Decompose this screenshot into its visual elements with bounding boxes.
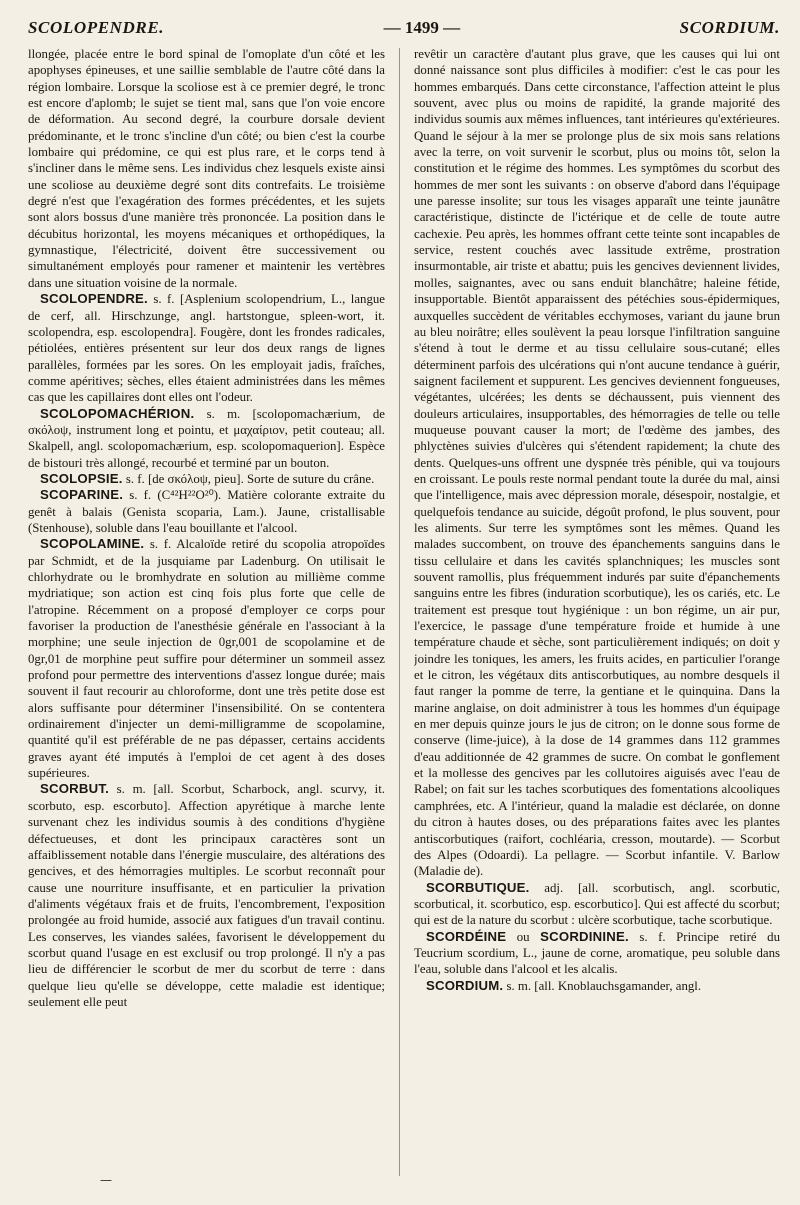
headword-conjunction: ou	[506, 929, 541, 944]
headword-scordium: SCORDIUM.	[426, 977, 504, 993]
entry-scordium	[414, 978, 780, 994]
running-head-right: SCORDIUM.	[679, 18, 780, 37]
footer-mark: —	[100, 1173, 112, 1187]
headword-scolopendre: SCOLOPENDRE.	[40, 291, 148, 307]
headword-scorbut: SCORBUT.	[40, 781, 110, 797]
entry-scoparine	[28, 487, 385, 536]
column-divider	[399, 48, 400, 1176]
headword-scordeine: SCORDÉINE	[426, 928, 507, 944]
headword-scorbutique: SCORBUTIQUE.	[426, 879, 530, 895]
headword-scolopomacherion: SCOLOPOMACHÉRION.	[40, 405, 195, 421]
scorbut-continuation: revêtir un caractère d'autant plus grave, que les causes qui lui ont donné naissance sont plus difficiles à modifier: c'est le cas pour les hommes embarqués. Dans cette circonstance, l'affection atteint le plus souvent, avec plus ou moins de rapidité, la grande majorité des individus soumis aux mêmes influences, tant intérieures qu'extérieures. Quand le séjour à la mer se prolonge plus de six mois sans relations avec la terre, on voit survenir le scorbut, plus ou moins tôt, selon la constitution et le régime des hommes. Les symptômes du scorbut des hommes de mer sont les suivants : on observe d'abord dans l'équipage une paresse insolite; sur tous les visages apparaît une teinte jaunâtre caractéristique, distincte de l'ictérique et de celle de toute autre cachexie. Peu après, les hommes offrant cette teinte sont incapables de service, restent couchés avec lassitude extrême, prostration insurmontable, air triste et abattu; puis les gencives deviennent livides, molles, saignantes, avec ou sans enduit blanchâtre; haleine fétide, insupportable. Bientôt apparaissent des pétéchies sous-épidermiques, auxquelles succèdent de véritables ecchymoses, variant du jaune brun au bleu noirâtre; elles soulèvent la peau lorsque l'infiltration sanguine s'étend à tout le derme et au tissu cellulaire sous-cutané; elles déterminent parfois des ulcérations qui n'ont aucune tendance à guérir, saignent facilement et suppurent. Les gencives deviennent fongueuses, végétantes, ulcérées; les dents se déchaussent, puis viennent des douleurs articulaires, insupportables, des hémorragies de telle ou telle muqueuse pouvant causer la mort; de l'œdème des jambes, des phlyctènes suivies d'ulcères qui s'étendent rapidement; la chute des dents. Quelques-uns offrent une dyspnée très pénible, qui va toujours en croissant. Le pouls reste normal pendant toute la durée du mal, ainsi que l'intelligence, mais avec dépression morale, désespoir, nostalgie, et quelquefois tendance au suicide, dégoût profond, le plus souvent, pour les aliments. Sur terre les symptômes sont les mêmes. Quand les malades succombent, on trouve des épanchements sanguins dans le tissu cellulaire et dans les cavités splanchniques; les muscles sont souvent ramollis, plus fréquemment indurés par suite d'épanchements sanguins entre les fibres (induration scorbutique), les os cariés, etc. Le traitement est presque tout hygiénique : un bon régime, un air pur, l'exercice, le passage d'une température froide et humide à une température chaude et sèche, sont particulièrement indiqués; on doit y joindre les toniques, les amers, les fruits acides, en particulier l'orange et le citron, les végétaux dits antiscorbutiques, au nombre desquels il faut ranger la pomme de terre, la gentiane et le quinquina. Dans la marine anglaise, on doit administrer à tous les hommes d'un équipage en mer depuis quinze jours le jus de citron; on le donne sous forme de conserve (lime-juice), à la dose de 14 grammes dans 112 grammes d'eau additionnée de 42 grammes de sucre. On combat le gonflement et la mollesse des gencives par les collutoires aiguisés avec l'eau de Rabel; on fait sur les taches scorbutiques des fomentations alcooliques camphrées, etc. A l'intérieur, quand la maladie est déclarée, on donne du citron à hautes doses, ou des préparations faites avec les plantes antiscorbutiques (raifort, cochléaria, cresson, moutarde). — Scorbut des Alpes (Odoardi). La pellagre. — Scorbut infantile. V. Barlow (Maladie de).	[414, 47, 780, 879]
right-column	[414, 46, 780, 1176]
definition-scolopomacherion: s. m. [scolopomachærium, de σκόλοψ, instrument long et pointu, et μαχαίριον, petit couteau; all. Skalpell, angl. scolopomachærium, esp. scolopomaquerion]. Espèce de bistouri très allongé, recourbé et terminé par un bouton.	[28, 406, 385, 470]
definition-scolopsie: s. f. [de σκόλοψ, pieu]. Sorte de suture du crâne.	[122, 471, 375, 486]
left-column	[28, 46, 385, 1176]
headword-scordinine: SCORDININE.	[540, 928, 629, 944]
page-number: — 1499 —	[383, 18, 461, 37]
two-column-body	[28, 46, 780, 1176]
entry-scordeine	[414, 929, 780, 978]
entry-scolopsie	[28, 471, 385, 487]
entry-scolopomacherion	[28, 406, 385, 471]
entry-scorbut	[28, 781, 385, 1010]
definition-scordeine: s. f. Principe retiré du Teucrium scordium, L., jaune de corne, aromatique, peu soluble dans l'eau, soluble dans l'alcool et les alcalis.	[414, 929, 780, 977]
headword-scoparine: SCOPARINE.	[40, 487, 124, 503]
running-head	[28, 0, 780, 46]
entry-scopolamine	[28, 536, 385, 781]
running-head-left: SCOLOPENDRE.	[28, 18, 165, 37]
headword-scolopsie: SCOLOPSIE.	[40, 470, 123, 486]
definition-scoparine: s. f. (C⁴²H²²O²⁰). Matière colorante extraite du genêt à balais (Genista scoparia, Lam.). Jaune, cristallisable (Stenhouse), soluble dans l'eau bouillante et l'alcool.	[28, 488, 385, 535]
scoliose-continuation: llongée, placée entre le bord spinal de l'omoplate d'un côté et les apophyses épineuses, et une saillie semblable de l'autre côté dans la région lombaire. Lorsque la scoliose est à ce premier degré, le tronc est encore d'aplomb; le sujet se tient mal, sans que l'on voie encore de déformation. Au second degré, la courbure dorsale devient prédominante, et le tronc s'incline d'un côté; ou bien c'est la courbe lombaire qui prédomine, ce qui est plus rare, et le corps tend à s'incliner dans le même sens. Les individus chez lesquels existe ainsi une scoliose au deuxième degré sont dits contrefaits. Le troisième degré n'est que l'exagération des formes précédentes, et les sujets sont alors bossus d'une manière très prononcée. La position dans le décubitus horizontal, les moyens mécaniques et orthopédiques, la gymnastique, l'électricité, doivent être successivement ou simultanément employés pour ramener et maintenir les vertèbres dans une situation voisine de la normale.	[28, 47, 385, 290]
entry-scorbutique	[414, 880, 780, 929]
headword-scopolamine: SCOPOLAMINE.	[40, 536, 145, 552]
entry-scolopendre	[28, 291, 385, 405]
definition-scolopendre: s. f. [Asplenium scolopendrium, L., langue de cerf, all. Hirschzunge, angl. hartstongue, spleen-wort, it. scolopendra, esp. escolopendra]. Fougère, dont les frondes radicales, pétiolées, entières présentent sur leur dos deux rangs de lignes parallèles, formées par les sores. On les employait jadis, fraîches, comme apéritives; sèches, elles étaient administrées dans les mêmes cas que les capillaires dont elles ont l'odeur.	[28, 292, 385, 405]
definition-scorbutique: adj. [all. scorbutisch, angl. scorbutic, scorbutical, it. scorbutico, esp. escorbutico]. Qui est affecté du scorbut; qui est de la nature du scorbut : ulcère scorbutique, tache scorbutique.	[414, 880, 780, 928]
definition-scorbut: s. m. [all. Scorbut, Scharbock, angl. scurvy, it. scorbuto, esp. escorbuto]. Affection apyrétique à marche lente survenant chez les individus soumis à des conditions d'hygiène défectueuses, et dont les principaux caractères sont un affaiblissement notable dans l'énergie musculaire, des altérations des gencives, et des hémorragies multiples. Le scorbut reconnaît pour cause une nourriture insuffisante, et en particulier la privation d'aliments végétaux frais et de fruits, l'encombrement, l'exposition prolongée au froid humide, associé aux fatigues d'un travail continu. Les conserves, les viandes salées, favorisent le développement du scorbut quand l'usage en est exclusif ou trop prolongé. Il n'y a pas lieu de différencier le scorbut de mer du scorbut de terre : dans quelque lieu qu'elle se développe, cette maladie est identique; seulement elle peut	[28, 782, 385, 1009]
definition-scordium: s. m. [all. Knoblauchsgamander, angl.	[503, 978, 702, 993]
definition-scopolamine: s. f. Alcaloïde retiré du scopolia atropoïdes par Schmidt, et de la jusquiame par Ladenburg. On utilisait le chlorhydrate ou le bromhydrate en solution au millième comme mydriatique; son action est cinq fois plus forte que celle de l'atropine. Récemment on a proposé d'employer ce corps pour favoriser la production de l'anesthésie générale en l'associant à la morphine; une seule injection de 0gr,001 de scopolamine et de 0gr,01 de morphine peut suffire pour déterminer un sommeil assez profond pour permettre des interventions d'assez longue durée; mais souvent il faut recourir au chloroforme, dont une très petite dose est alors suffisante pour déterminer l'insensibilité. On se contentera ordinairement d'injecter un demi-milligramme de scopolamine, quantité qu'il est préférable de ne pas dépasser, certains accidents graves ayant été imputés à l'emploi de cet agent à des doses supérieures.	[28, 537, 385, 781]
